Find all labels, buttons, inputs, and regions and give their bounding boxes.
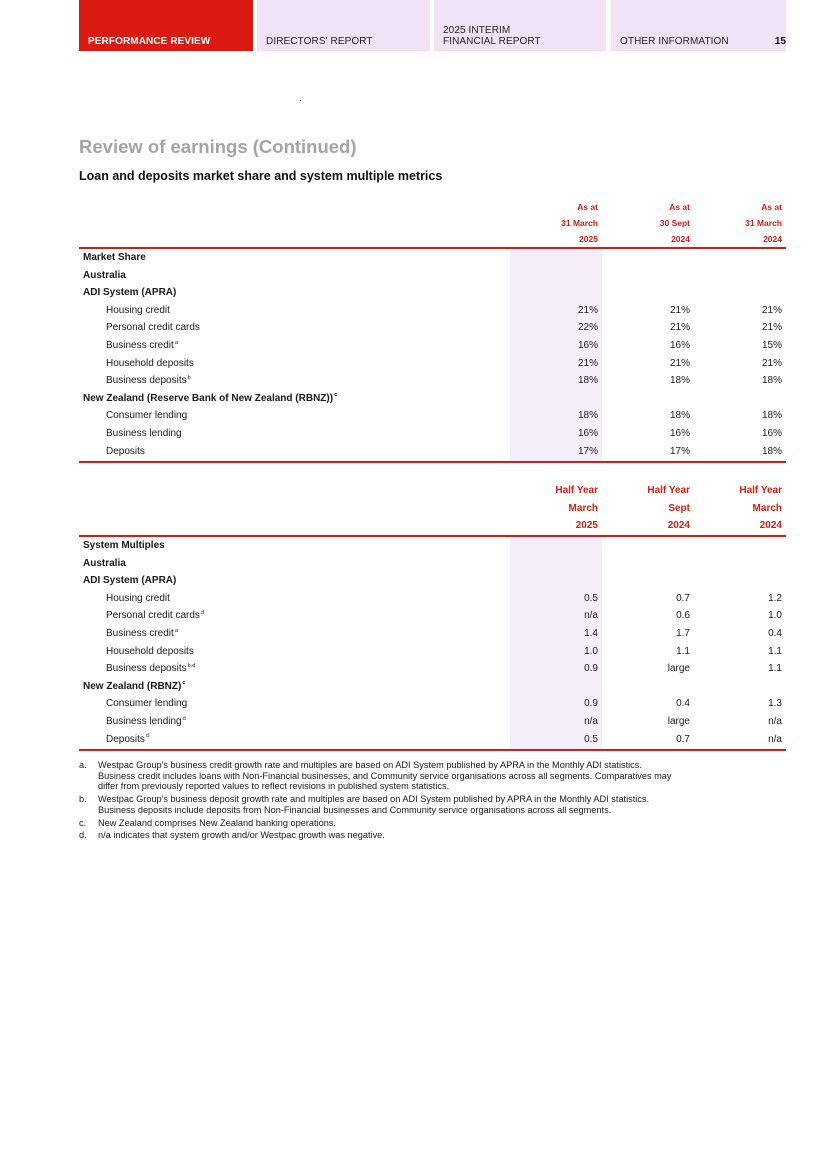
tab-label: PERFORMANCE REVIEW bbox=[88, 36, 211, 47]
table-row bbox=[79, 695, 786, 713]
value-cell: 1.0 bbox=[584, 645, 598, 657]
row-label: Australia bbox=[83, 557, 126, 569]
row-label: Personal credit cards bbox=[106, 322, 200, 334]
value-cell: n/a bbox=[768, 733, 782, 745]
footnote-marker: b,d bbox=[187, 662, 196, 669]
value-cell: 16% bbox=[577, 340, 598, 351]
column-header-line: As at bbox=[761, 202, 782, 212]
row-label: Australia bbox=[83, 269, 126, 281]
value-cell: 1.1 bbox=[768, 663, 782, 675]
table-row bbox=[79, 678, 786, 696]
value-cell: 21% bbox=[577, 304, 598, 316]
tab-label-line1: 2025 INTERIM bbox=[443, 25, 511, 36]
value-cell: 1.3 bbox=[768, 698, 782, 710]
footnote-marker-label: c. bbox=[79, 817, 87, 828]
footnote bbox=[79, 794, 786, 815]
value-cell: 1.1 bbox=[676, 645, 690, 657]
value-cell: large bbox=[667, 663, 690, 675]
footnote-line: n/a indicates that system growth and/or Westpac growth was negative. bbox=[98, 830, 385, 841]
value-cell: 21% bbox=[761, 304, 782, 316]
value-cell: 16% bbox=[761, 428, 782, 439]
column-header-line: As at bbox=[577, 202, 598, 212]
table-row bbox=[79, 572, 786, 590]
footnotes bbox=[79, 760, 786, 843]
column-header-line: Half Year bbox=[555, 485, 598, 496]
value-cell: 22% bbox=[577, 322, 598, 334]
row-label: Personal credit cards$^d$ bbox=[106, 610, 204, 622]
top-navigation bbox=[79, 0, 786, 51]
bottom-rule bbox=[79, 461, 786, 463]
table-row bbox=[79, 425, 786, 443]
column-header-line: 31 March bbox=[561, 218, 598, 228]
row-label: Business credit$^a$ bbox=[106, 339, 178, 351]
column-header-line: 2025 bbox=[575, 520, 598, 531]
page-title: Review of earnings (Continued) bbox=[79, 136, 357, 157]
table-row bbox=[79, 607, 786, 625]
column-header-line: 2024 bbox=[667, 520, 690, 531]
value-cell: 18% bbox=[669, 375, 690, 387]
row-label: Household deposits bbox=[106, 357, 194, 369]
footnote bbox=[79, 818, 786, 829]
value-cell: 16% bbox=[669, 428, 690, 439]
footnote-line: Westpac Group's business credit growth rate and multiples are based on ADI System published by APRA in the Monthly ADI statistics. bbox=[98, 760, 642, 770]
footnote-marker-label: a. bbox=[79, 760, 87, 770]
value-cell: 18% bbox=[577, 375, 598, 387]
footnote-marker-label: b. bbox=[79, 794, 87, 805]
column-header-line: 2025 bbox=[579, 234, 598, 244]
table-row bbox=[79, 355, 786, 373]
value-cell: 1.0 bbox=[768, 610, 782, 622]
row-label: Housing credit bbox=[106, 592, 170, 604]
table-row bbox=[79, 443, 786, 461]
value-cell: 1.7 bbox=[676, 628, 690, 639]
footnote-line: differ from previously reported values to reflect revisions in published system statistics. bbox=[98, 781, 450, 792]
value-cell: n/a bbox=[584, 610, 598, 622]
row-label: Consumer lending bbox=[106, 410, 188, 422]
row-label: Business lending$^d$ bbox=[106, 715, 186, 727]
table-row bbox=[79, 625, 786, 643]
value-cell: 0.5 bbox=[584, 733, 598, 745]
value-cell: 18% bbox=[761, 445, 782, 457]
value-cell: 17% bbox=[577, 445, 598, 457]
row-label: Market Share bbox=[83, 252, 146, 263]
stray-dot bbox=[300, 100, 301, 101]
row-label: ADI System (APRA) bbox=[83, 287, 177, 299]
table-row bbox=[79, 284, 786, 302]
row-label: New Zealand (RBNZ)$^c$ bbox=[83, 680, 186, 692]
value-cell: 18% bbox=[761, 410, 782, 422]
tab-directors-report[interactable] bbox=[257, 0, 430, 51]
tab-label: OTHER INFORMATION bbox=[620, 36, 729, 47]
table-row bbox=[79, 555, 786, 573]
row-label: Deposits bbox=[106, 445, 145, 457]
value-cell: 0.4 bbox=[676, 698, 690, 710]
value-cell: 17% bbox=[669, 445, 690, 457]
row-label: Housing credit bbox=[106, 304, 170, 316]
row-label: Business deposits$^b$ bbox=[106, 374, 191, 387]
table-row bbox=[79, 713, 786, 731]
table-row bbox=[79, 267, 786, 285]
tab-interim-financial-report[interactable] bbox=[434, 0, 606, 51]
row-label: Business credit$^a$ bbox=[106, 627, 178, 639]
footnote bbox=[79, 760, 786, 792]
value-cell: 15% bbox=[761, 340, 782, 351]
value-cell: 1.4 bbox=[584, 628, 598, 639]
row-label: Business deposits$^{b,d}$ bbox=[106, 662, 196, 675]
row-label: Consumer lending bbox=[106, 698, 188, 710]
value-cell: 21% bbox=[669, 304, 690, 316]
value-cell: n/a bbox=[768, 716, 782, 727]
value-cell: 18% bbox=[669, 410, 690, 422]
footnote-marker: d bbox=[200, 610, 204, 617]
value-cell: 1.1 bbox=[768, 645, 782, 657]
column-header-line: Half Year bbox=[647, 485, 690, 496]
table-row bbox=[79, 643, 786, 661]
page-number: 15 bbox=[774, 36, 786, 47]
footnote-line: Business credit includes loans with Non-Financial businesses, and Community service organisations across all segments. Comparatives may bbox=[98, 770, 672, 781]
column-header-line: As at bbox=[669, 202, 690, 212]
section-subtitle: Loan and deposits market share and system multiple metrics bbox=[79, 169, 443, 183]
value-cell: 21% bbox=[577, 357, 598, 369]
table-row bbox=[79, 319, 786, 337]
footnote-marker: a bbox=[174, 339, 178, 346]
column-header-line: March bbox=[568, 503, 598, 514]
footnote-marker: c bbox=[182, 680, 186, 687]
value-cell: large bbox=[667, 716, 690, 727]
table-row bbox=[79, 660, 786, 678]
tab-performance-review[interactable] bbox=[79, 0, 253, 51]
tab-other-information[interactable] bbox=[611, 0, 786, 51]
row-label: System Multiples bbox=[83, 540, 165, 551]
row-label: ADI System (APRA) bbox=[83, 575, 177, 587]
table-row bbox=[79, 302, 786, 320]
value-cell: 18% bbox=[761, 375, 782, 387]
footnote-line: Business deposits include deposits from Non-Financial businesses and Community service organisations across all segments. bbox=[98, 804, 612, 815]
table-row bbox=[79, 337, 786, 355]
row-label: Household deposits bbox=[106, 645, 194, 657]
value-cell: 21% bbox=[669, 322, 690, 334]
column-header-line: Sept bbox=[668, 503, 690, 514]
value-cell: 21% bbox=[761, 322, 782, 334]
footnote-marker: b bbox=[187, 374, 191, 381]
column-header-line: 30 Sept bbox=[659, 218, 690, 228]
column-header-line: 2024 bbox=[763, 234, 782, 244]
value-cell: 0.4 bbox=[768, 628, 782, 639]
column-header-line: 31 March bbox=[745, 218, 782, 228]
value-cell: 0.6 bbox=[676, 610, 690, 622]
footnote-marker: d bbox=[182, 715, 186, 722]
tab-label: DIRECTORS' REPORT bbox=[266, 36, 373, 47]
table-row bbox=[79, 249, 786, 267]
table-row bbox=[79, 731, 786, 749]
column-header-line: 2024 bbox=[759, 520, 782, 531]
table-row bbox=[79, 537, 786, 555]
column-header-line: Half Year bbox=[739, 485, 782, 496]
footnote-marker: a bbox=[174, 627, 178, 634]
value-cell: 16% bbox=[669, 340, 690, 351]
value-cell: 21% bbox=[761, 357, 782, 369]
value-cell: 0.5 bbox=[584, 592, 598, 604]
footnote-line: New Zealand comprises New Zealand banking operations. bbox=[98, 817, 336, 828]
table-row bbox=[79, 590, 786, 608]
value-cell: 1.2 bbox=[768, 592, 782, 604]
row-label: Deposits$^d$ bbox=[106, 733, 149, 745]
table-row bbox=[79, 390, 786, 408]
value-cell: 21% bbox=[669, 357, 690, 369]
bottom-rule bbox=[79, 749, 786, 751]
footnote-line: Westpac Group's business deposit growth rate and multiples are based on ADI System published by APRA in the Monthly ADI statistics. bbox=[98, 794, 650, 805]
footnote bbox=[79, 830, 786, 841]
footnote-marker: d bbox=[145, 733, 149, 740]
value-cell: 0.7 bbox=[676, 592, 690, 604]
row-label: Business lending bbox=[106, 428, 182, 439]
footnote-marker: c bbox=[334, 392, 338, 399]
value-cell: 18% bbox=[577, 410, 598, 422]
column-header-line: 2024 bbox=[671, 234, 690, 244]
value-cell: 0.9 bbox=[584, 698, 598, 710]
row-label: New Zealand (Reserve Bank of New Zealand (RBNZ))$^c$ bbox=[83, 392, 338, 404]
value-cell: 0.9 bbox=[584, 663, 598, 675]
tab-label-line2: FINANCIAL REPORT bbox=[443, 36, 541, 47]
footnote-marker-label: d. bbox=[79, 830, 87, 841]
value-cell: 0.7 bbox=[676, 733, 690, 745]
value-cell: 16% bbox=[577, 428, 598, 439]
table-row bbox=[79, 407, 786, 425]
column-header-line: March bbox=[752, 503, 782, 514]
table-row bbox=[79, 372, 786, 390]
value-cell: n/a bbox=[584, 716, 598, 727]
